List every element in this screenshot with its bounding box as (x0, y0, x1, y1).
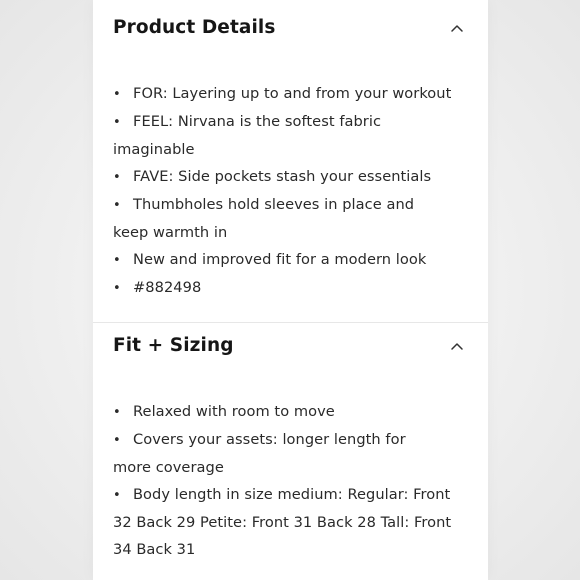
bullet-icon: • (113, 488, 121, 503)
list-item-text: #882498 (133, 279, 202, 296)
bullet-icon: • (113, 405, 121, 420)
list-item (113, 426, 413, 481)
list-item-text: FOR: Layering up to and from your workout (133, 85, 452, 102)
product-details-list (113, 80, 453, 302)
fit-sizing-section (93, 323, 488, 580)
list-item (113, 191, 453, 246)
chevron-up-icon[interactable] (450, 21, 464, 35)
product-info-panel (93, 0, 488, 580)
bullet-icon: • (113, 253, 121, 268)
bullet-icon: • (113, 87, 121, 102)
list-item (113, 481, 471, 563)
fit-sizing-title: Fit + Sizing (113, 335, 234, 356)
list-item-text: Covers your assets: longer length for more coverage (113, 431, 406, 476)
bullet-icon: • (113, 115, 121, 130)
list-item-text: New and improved fit for a modern look (133, 251, 427, 268)
list-item (113, 274, 453, 302)
list-item (113, 108, 453, 163)
list-item-text: FEEL: Nirvana is the softest fabric imaginable (113, 113, 382, 158)
list-item-text: FAVE: Side pockets stash your essentials (133, 168, 432, 185)
fit-sizing-header[interactable] (113, 331, 468, 361)
chevron-up-icon[interactable] (450, 339, 464, 353)
list-item-text: Relaxed with room to move (133, 403, 335, 420)
product-details-header[interactable] (113, 13, 468, 43)
product-details-section (93, 0, 488, 322)
list-item (113, 80, 453, 108)
list-item-text: Body length in size medium: Regular: Front 32 Back 29 Petite: Front 31 Back 28 Tall: Front 34 Back 31 (113, 486, 452, 558)
fit-sizing-list (113, 398, 471, 563)
bullet-icon: • (113, 281, 121, 296)
product-details-title: Product Details (113, 17, 276, 38)
bullet-icon: • (113, 170, 121, 185)
bullet-icon: • (113, 433, 121, 448)
list-item-text: Thumbholes hold sleeves in place and keep warmth in (113, 196, 415, 241)
list-item (113, 163, 453, 191)
bullet-icon: • (113, 198, 121, 213)
list-item (113, 246, 453, 274)
list-item (113, 398, 471, 426)
